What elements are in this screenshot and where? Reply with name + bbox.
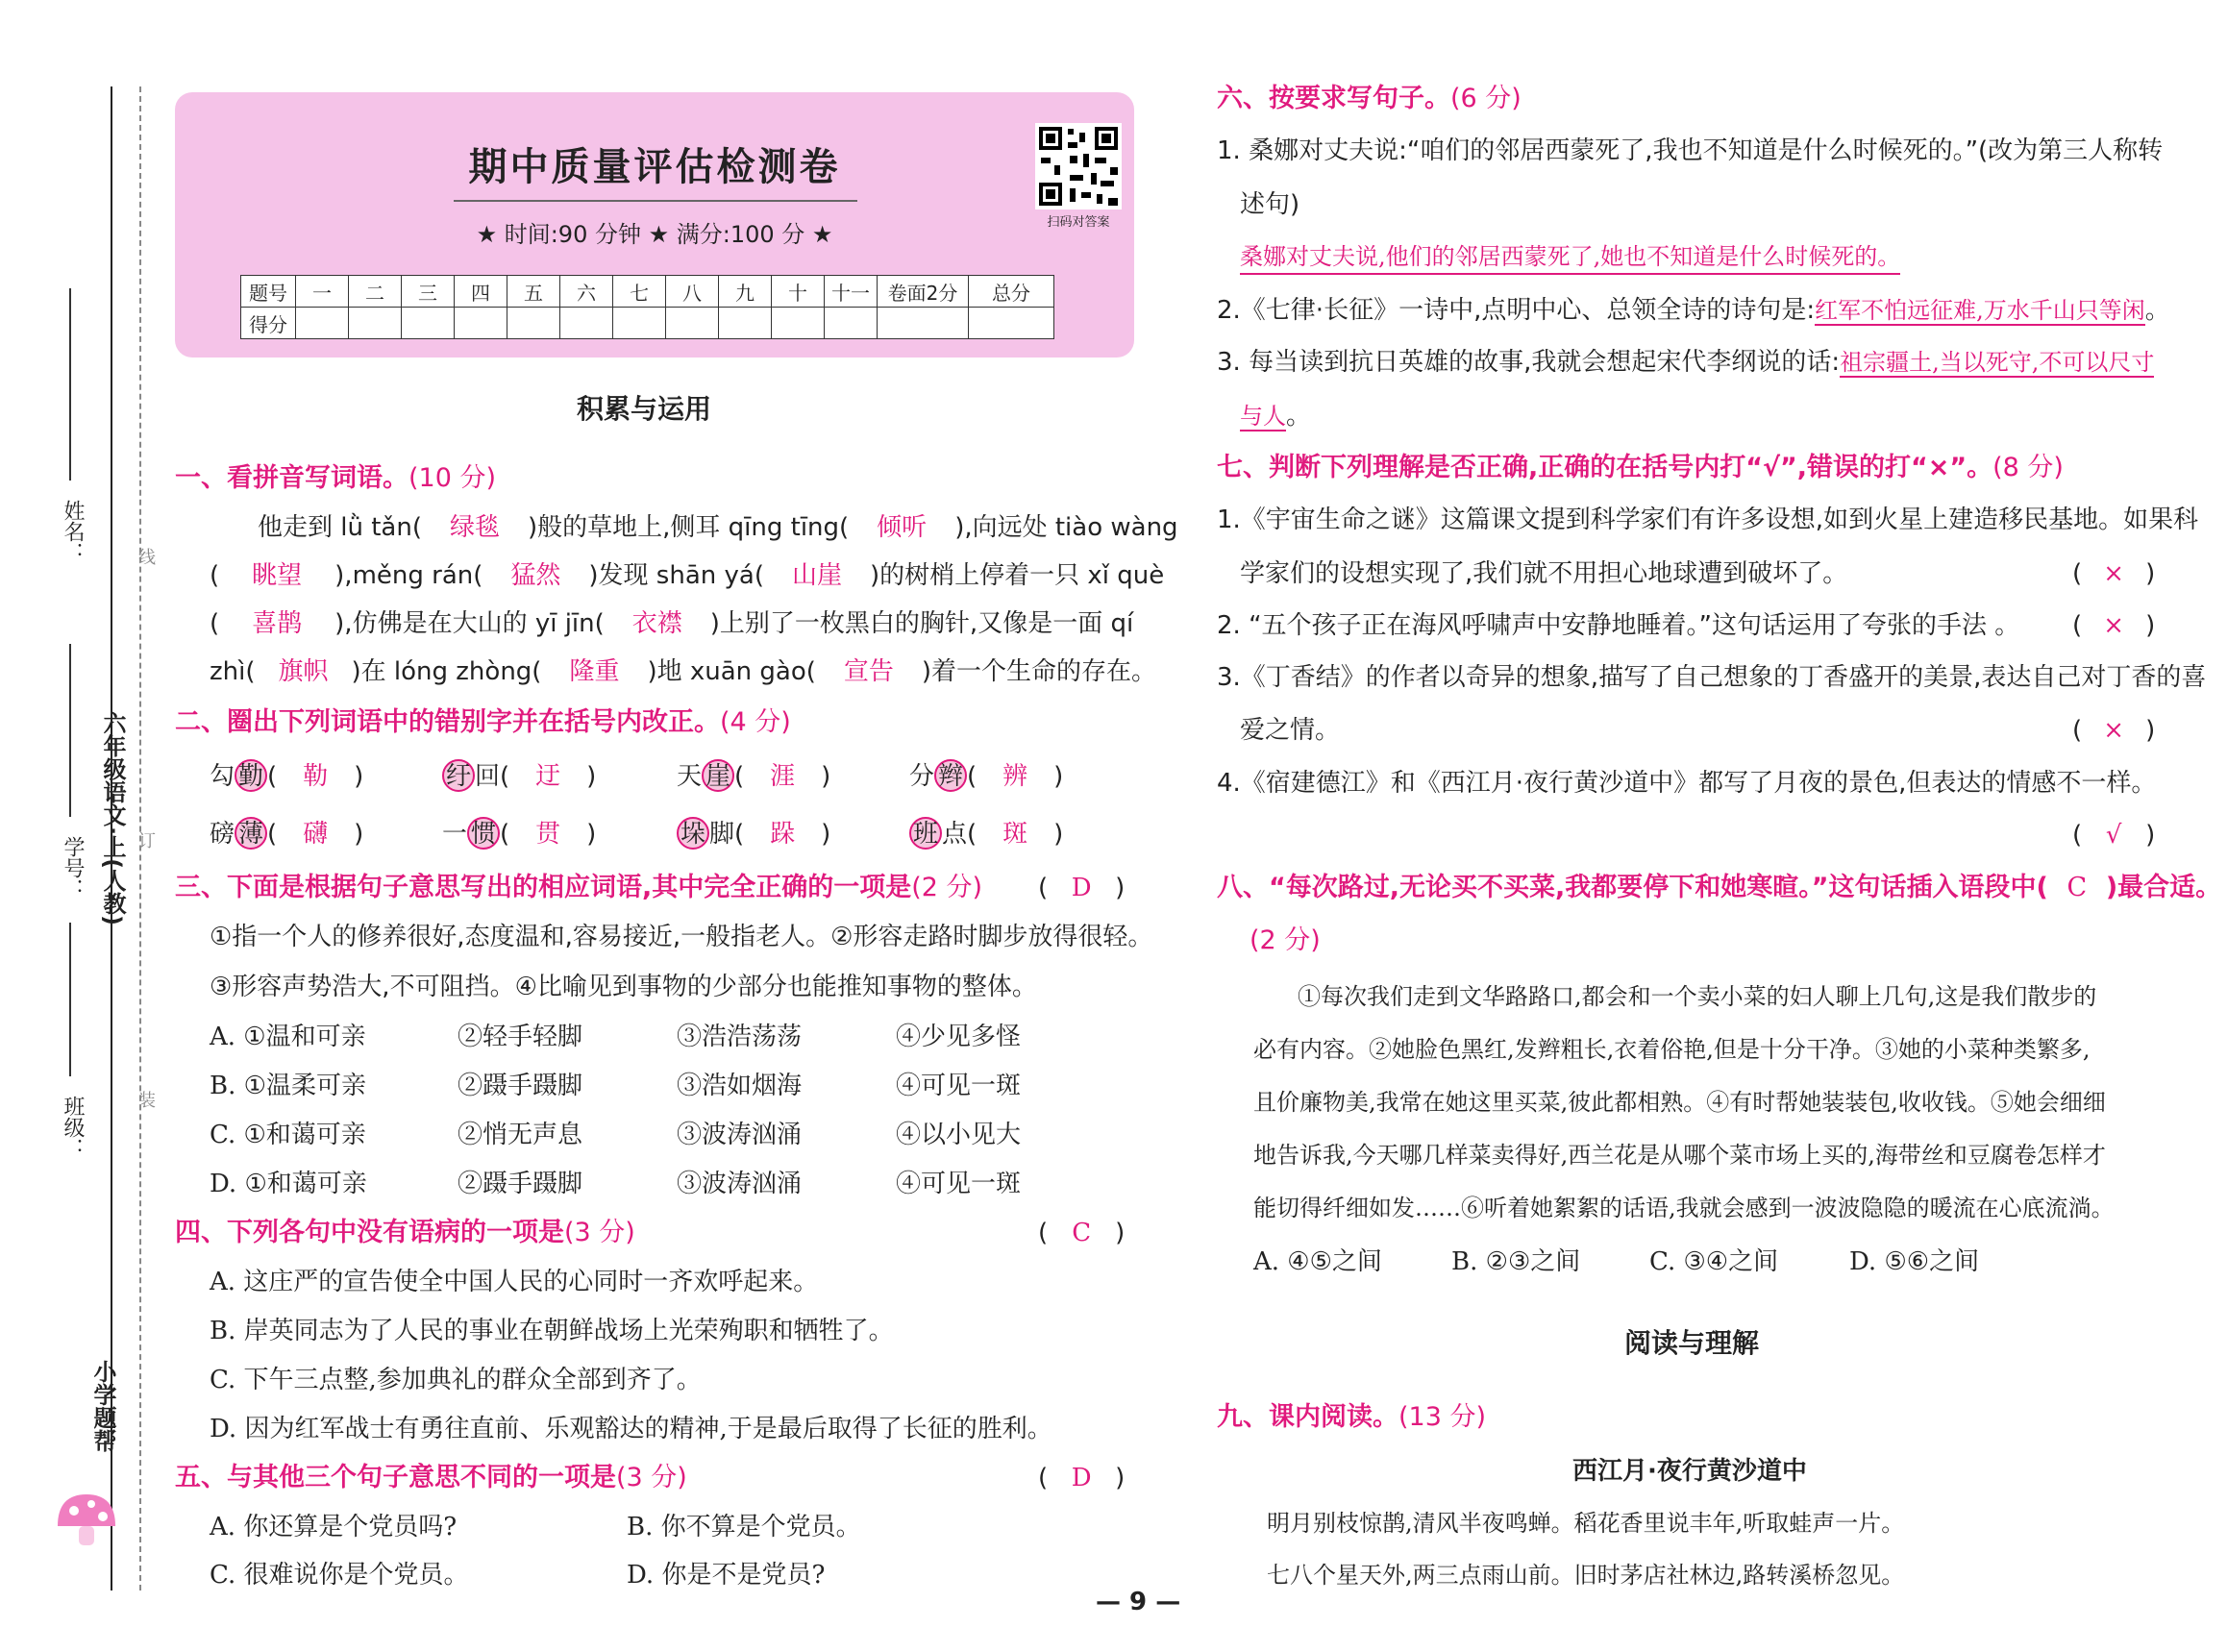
score-input[interactable] [402, 308, 455, 339]
q7-item4-answer: ( √ ) [2072, 821, 2156, 850]
q6-s1-line2: 述句) [1240, 190, 1300, 219]
q1-line-4: zhì( 旗帜 )在 lóng zhòng( 隆重 )地 xuān gào( 宣告 )着一个生命的存在。 [210, 657, 1157, 686]
q4-option-c[interactable]: C. 下午三点整,参加典礼的群众全部到齐了。 [210, 1366, 702, 1394]
q8-passage-2: 必有内容。②她脸色黑红,发辫粗长,衣着俗艳,但是十分干净。③她的小菜种类繁多, [1253, 1036, 2091, 1063]
score-input[interactable] [296, 308, 349, 339]
class-blank [69, 923, 71, 1076]
grade-label: 六年级语文·上(人教) [99, 711, 126, 926]
q8-passage-5: 能切得纤细如发……⑥听着她絮絮的话语,我就会感到一波波隐隐的暖流在心底流淌。 [1253, 1195, 2115, 1221]
q3-desc-1: ①指一个人的修养很好,态度温和,容易接近,一般指老人。②形容走路时脚步放得很轻。 [210, 923, 1153, 951]
q8-option-c[interactable]: C. ③④之间 [1649, 1247, 1779, 1276]
q1-line-1: 他走到 lǜ tǎn( 绿毯 )般的草地上,侧耳 qīng tīng( 倾听 ),向远处 tiào wàng [258, 513, 1178, 542]
q6-s3-cont: 与人。 [1240, 402, 1312, 431]
name-blank [69, 288, 71, 481]
q8-passage-4: 地告诉我,今天哪几样菜卖得好,西兰花是从哪个菜市场上买的,海带丝和豆腐卷怎样才 [1253, 1142, 2106, 1169]
score-table-cell: 八 [666, 276, 719, 308]
time-score-info: ★ 时间:90 分钟 ★ 满分:100 分 ★ [476, 221, 833, 248]
q6-s1-line1: 1. 桑娜对丈夫说:“咱们的邻居西蒙死了,我也不知道是什么时候死的。”(改为第三人称转 [1217, 136, 2164, 165]
q8-option-b[interactable]: B. ②③之间 [1451, 1247, 1581, 1276]
score-table-cell: 十一 [825, 276, 878, 308]
score-input[interactable] [560, 308, 613, 339]
q6-heading: 六、按要求写句子。(6 分) [1217, 84, 1522, 113]
q2-item: 天 崖 ( 涯 ) [677, 759, 830, 793]
q9-heading: 九、课内阅读。(13 分) [1217, 1402, 1487, 1432]
score-table-cell: 得分 [241, 308, 296, 339]
name-label: 姓名： [61, 500, 85, 563]
score-table-cell: 六 [560, 276, 613, 308]
score-input[interactable] [719, 308, 772, 339]
q4-option-a[interactable]: A. 这庄严的宣告使全中国人民的心同时一齐欢呼起来。 [210, 1268, 819, 1296]
q3-option-a[interactable]: A. ①温和可亲 ②轻手轻脚 ③浩浩荡荡 ④少见多怪 [210, 1023, 1022, 1051]
q7-item2: 2. “五个孩子正在海风呼啸声中安静地睡着。”这句话运用了夸张的手法 。 [1217, 611, 2020, 640]
q5-answer: ( D ) [1038, 1464, 1126, 1492]
q8-points: (2 分) [1250, 925, 1321, 955]
q2-item: 勾 勤 ( 勒 ) [210, 759, 363, 793]
page-number: — 9 — [1096, 1588, 1181, 1616]
score-input[interactable] [613, 308, 666, 339]
q3-answer: ( D ) [1038, 874, 1126, 902]
poem-line-1: 明月别枝惊鹊,清风半夜鸣蝉。稻花香里说丰年,听取蛙声一片。 [1267, 1510, 1905, 1537]
score-table-cell: 总分 [969, 276, 1054, 308]
q5-option-b[interactable]: B. 你不算是个党员。 [627, 1513, 861, 1541]
qr-code-icon[interactable] [1035, 123, 1122, 210]
score-table-cell: 三 [402, 276, 455, 308]
score-table-cell: 卷面2分 [878, 276, 969, 308]
q7-item3-answer: ( × ) [2072, 716, 2156, 745]
q2-item: 纡 回( 迂 ) [442, 759, 596, 793]
q4-option-d[interactable]: D. 因为红军战士有勇往直前、乐观豁达的精神,于是最后取得了长征的胜利。 [210, 1415, 1052, 1443]
q7-item1-line1: 1.《宇宙生命之谜》这篇课文提到科学家们有许多设想,如到火星上建造移民基地。如果科 [1217, 505, 2199, 534]
score-input[interactable] [825, 308, 878, 339]
score-input[interactable] [878, 308, 969, 339]
q6-s3: 3. 每当读到抗日英雄的故事,我就会想起宋代李纲说的话:祖宗疆土,当以死守,不可以尺寸 [1217, 348, 2155, 377]
q3-heading: 三、下面是根据句子意思写出的相应词语,其中完全正确的一项是(2 分) [175, 873, 983, 902]
q5-option-d[interactable]: D. 你是不是党员? [627, 1561, 826, 1590]
q1-line-2: ( 眺望 ),měng rán( 猛然 )发现 shān yá( 山崖 )的树梢上停着一只 xǐ què [210, 561, 1165, 590]
score-table-cell: 题号 [241, 276, 296, 308]
q7-item2-answer: ( × ) [2072, 611, 2156, 640]
score-input[interactable] [455, 308, 507, 339]
q5-heading: 五、与其他三个句子意思不同的一项是(3 分) [175, 1463, 687, 1492]
q1-line-3: ( 喜鹊 ),仿佛是在大山的 yī jīn( 衣襟 )上别了一枚黑白的胸针,又像是一面 qí [210, 609, 1134, 638]
q7-item4: 4.《宿建德江》和《西江月·夜行黄沙道中》都写了月夜的景色,但表达的情感不一样。 [1217, 769, 2157, 798]
exam-header [175, 92, 1134, 358]
q2-item: 一 惯 ( 贯 ) [442, 817, 596, 851]
q8-heading: 八、“每次路过,无论买不买菜,我都要停下和她寒暄。”这句话插入语段中( C )最合适。 [1217, 873, 2222, 902]
id-label: 学号： [61, 836, 85, 900]
q7-item3-line1: 3.《丁香结》的作者以奇异的想象,描写了自己想象的丁香盛开的美景,表达自己对丁香的喜 [1217, 663, 2207, 692]
q6-s2: 2.《七律·长征》一诗中,点明中心、总领全诗的诗句是:红军不怕远征难,万水千山只等闲。 [1217, 296, 2170, 325]
q8-passage-1: ①每次我们走到文华路路口,都会和一个卖小菜的妇人聊上几句,这是我们散步的 [1298, 983, 2097, 1010]
score-table-cell: 七 [613, 276, 666, 308]
q2-item: 磅 薄 ( 礴 ) [210, 817, 363, 851]
id-blank [69, 644, 71, 817]
score-table-cell: 九 [719, 276, 772, 308]
q8-option-a[interactable]: A. ④⑤之间 [1253, 1247, 1382, 1276]
q4-option-b[interactable]: B. 岸英同志为了人民的事业在朝鲜战场上光荣殉职和牺牲了。 [210, 1317, 894, 1345]
brand-label: 小学题帮 [89, 1360, 116, 1452]
bind-mark-order: 订 [136, 831, 156, 849]
bind-mark-line: 线 [136, 548, 156, 565]
q6-s1-answer: 桑娜对丈夫说,他们的邻居西蒙死了,她也不知道是什么时候死的。 [1240, 240, 1900, 275]
q4-heading: 四、下列各句中没有语病的一项是(3 分) [175, 1218, 635, 1247]
q1-heading: 一、看拼音写词语。(10 分) [175, 463, 497, 493]
score-table-cell: 一 [296, 276, 349, 308]
score-table-cell: 四 [455, 276, 507, 308]
q5-option-c[interactable]: C. 很难说你是个党员。 [210, 1561, 469, 1590]
score-table-cell: 二 [349, 276, 402, 308]
score-input[interactable] [969, 308, 1054, 339]
q5-option-a[interactable]: A. 你还算是个党员吗? [210, 1513, 458, 1541]
q3-option-b[interactable]: B. ①温柔可亲 ②蹑手蹑脚 ③浩如烟海 ④可见一斑 [210, 1072, 1022, 1100]
q2-item: 班 点( 斑 ) [909, 817, 1063, 851]
title-underline [454, 200, 857, 202]
score-input[interactable] [507, 308, 560, 339]
score-table-cell: 五 [507, 276, 560, 308]
q7-item1-line2: 学家们的设想实现了,我们就不用担心地球遭到破坏了。 [1240, 559, 1848, 588]
qr-caption: 扫码对答案 [1047, 215, 1110, 230]
score-input[interactable] [772, 308, 825, 339]
q3-desc-2: ③形容声势浩大,不可阻挡。④比喻见到事物的少部分也能推知事物的整体。 [210, 973, 1037, 1001]
score-table-cell: 十 [772, 276, 825, 308]
q3-option-d[interactable]: D. ①和蔼可亲 ②蹑手蹑脚 ③波涛汹涌 ④可见一斑 [210, 1170, 1022, 1198]
exam-title: 期中质量评估检测卷 [468, 144, 841, 189]
q2-heading: 二、圈出下列词语中的错别字并在括号内改正。(4 分) [175, 707, 791, 737]
q7-item1-answer: ( × ) [2072, 559, 2156, 588]
q8-option-d[interactable]: D. ⑤⑥之间 [1849, 1247, 1980, 1276]
section-title-reading: 阅读与理解 [1624, 1327, 1760, 1359]
poem-line-2: 七八个星天外,两三点雨山前。旧时茅店社林边,路转溪桥忽见。 [1267, 1562, 1905, 1589]
q2-item: 分 辫 ( 辨 ) [909, 759, 1063, 793]
poem-title: 西江月·夜行黄沙道中 [1572, 1457, 1807, 1486]
section-title-accumulate: 积累与运用 [577, 393, 712, 425]
q4-answer: ( C ) [1038, 1219, 1126, 1247]
class-label: 班级： [61, 1096, 85, 1159]
mushroom-logo [53, 1490, 120, 1547]
q7-item3-line2: 爱之情。 [1240, 716, 1341, 745]
q8-passage-3: 且价廉物美,我常在她这里买菜,彼此都相熟。④有时帮她装装包,收收钱。⑤她会细细 [1253, 1089, 2106, 1116]
bind-mark-bind: 装 [136, 1091, 156, 1108]
score-input[interactable] [349, 308, 402, 339]
score-table [240, 275, 1054, 339]
q2-item: 垛 脚( 跺 ) [677, 817, 830, 851]
score-input[interactable] [666, 308, 719, 339]
q7-heading: 七、判断下列理解是否正确,正确的在括号内打“√”,错误的打“×”。(8 分) [1217, 453, 2064, 482]
q3-option-c[interactable]: C. ①和蔼可亲 ②悄无声息 ③波涛汹涌 ④以小见大 [210, 1121, 1022, 1149]
